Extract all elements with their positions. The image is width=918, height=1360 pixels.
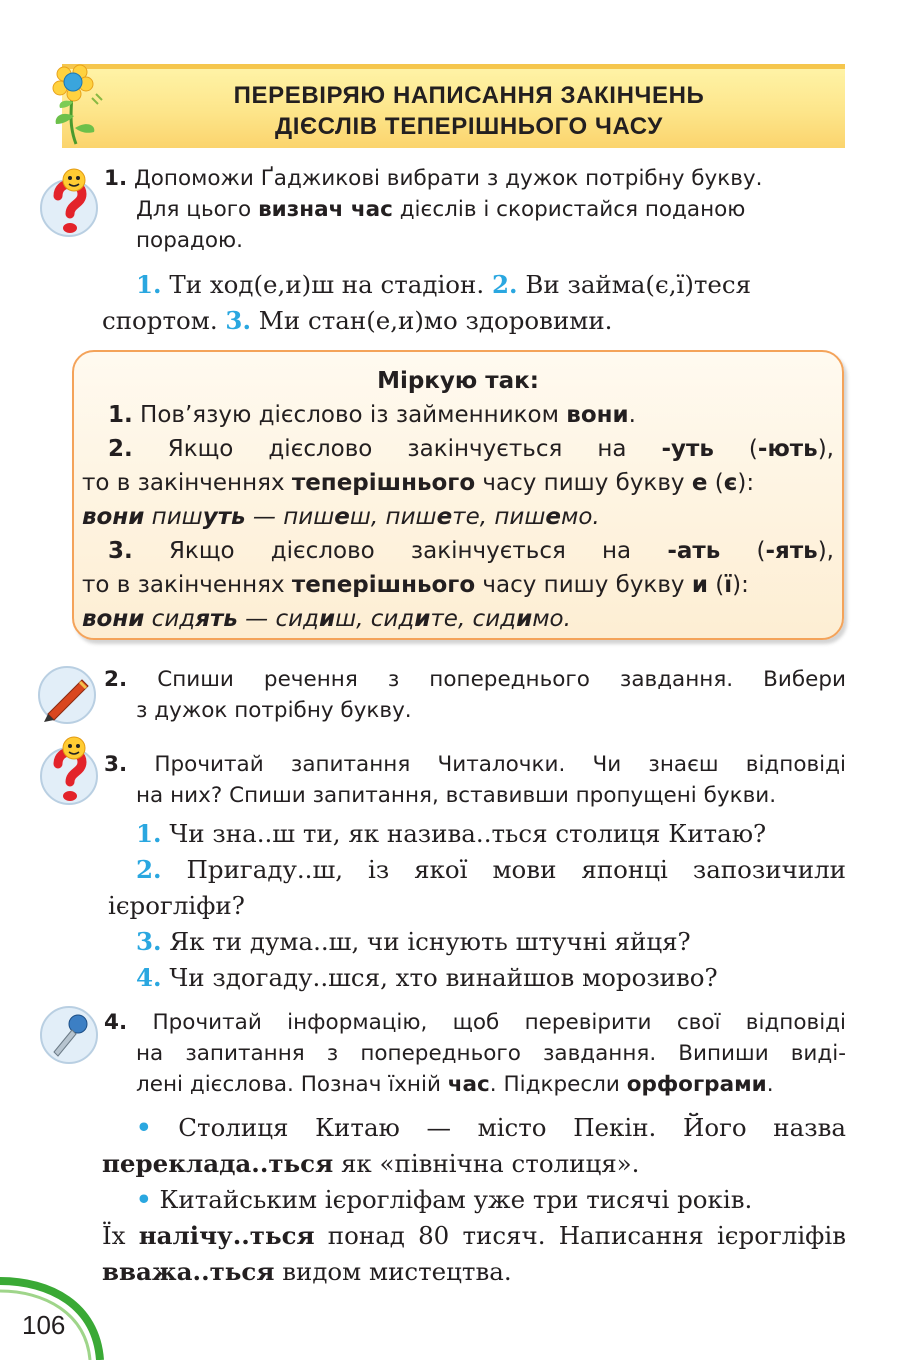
question: Як ти дума..ш, чи існують штучні яйця? — [161, 927, 691, 956]
text: Допоможи Ґаджикові вибрати з дужок потрібну букву. — [133, 166, 763, 191]
bold-text: ять — [195, 606, 238, 632]
bold-text: вони — [82, 504, 145, 530]
question-number: 4. — [136, 963, 162, 992]
text: мо. — [532, 606, 571, 632]
pen-icon — [36, 664, 98, 726]
text: ( — [713, 436, 758, 462]
task-1-instruction — [104, 163, 846, 256]
sentence-number: 1. — [136, 270, 162, 299]
bold-text: е — [436, 504, 453, 530]
question: Чи зна..ш ти, як назива..ться столиця Китаю? — [161, 819, 767, 848]
question: ієрогліфи? — [108, 891, 245, 920]
sentence: Ми стан(е,и)мо здоровими. — [251, 306, 613, 335]
text: то в закінченнях — [82, 572, 292, 598]
paragraph-text: як «північна столиця». — [333, 1149, 640, 1178]
bold-text: час — [447, 1072, 490, 1097]
question: Чи здогаду..шся, хто винайшов морозиво? — [161, 963, 718, 992]
sentence: Ви займа(є,ї)теся — [517, 270, 752, 299]
page-number: 106 — [22, 1310, 66, 1340]
microphone-icon — [38, 1004, 100, 1066]
text: мо. — [560, 504, 600, 530]
rule-number: 2. — [108, 436, 133, 462]
text: дієслів і скористайся поданою — [392, 197, 746, 222]
text: ш, сид — [335, 606, 415, 632]
text: Пов’язую дієслово із займенником — [132, 402, 567, 428]
text: на запитання з попереднього завдання. Випиши виді- — [136, 1041, 846, 1066]
paragraph-text: Столиця Китаю — місто Пекін. Його назва — [151, 1113, 846, 1142]
task-4-instruction — [104, 1007, 846, 1100]
sentence-number: 2. — [491, 270, 518, 299]
paragraph-text: понад 80 тисяч. Написання ієрогліфів — [314, 1221, 846, 1250]
paragraph-text: Китайським ієрогліфам уже три тисячі років. — [151, 1185, 753, 1214]
title-line-1: ПЕРЕВІРЯЮ НАПИСАННЯ ЗАКІНЧЕНЬ — [233, 82, 705, 109]
text: ( — [707, 572, 725, 598]
task-number: 3. — [104, 752, 128, 777]
text: Якщо дієслово закінчується на — [132, 436, 662, 462]
question-number: 1. — [136, 819, 162, 848]
text: порадою. — [136, 228, 243, 253]
bold-text: и — [516, 606, 533, 632]
task-number: 4. — [104, 1010, 128, 1035]
text: Для цього — [136, 197, 259, 222]
bold-verb: налічу..ться — [138, 1221, 315, 1250]
task-4-text — [102, 1110, 846, 1290]
bold-text: е — [545, 504, 561, 530]
text: з дужок потрібну букву. — [136, 698, 412, 723]
text: те, сид — [430, 606, 517, 632]
bold-text: -ать — [667, 538, 721, 564]
gadget-question-icon — [38, 166, 100, 240]
text: те, пиш — [452, 504, 546, 530]
task-number: 2. — [104, 667, 128, 692]
question: Пригаду..ш, із якої мови японці запозичили — [161, 855, 846, 884]
text: ), — [817, 436, 834, 462]
text: сид — [144, 606, 196, 632]
bold-text: теперішнього — [291, 470, 476, 496]
text: ), — [817, 538, 834, 564]
task-number: 1. — [104, 166, 128, 191]
text: на них? Спиши запитання, вставивши пропущені букви. — [136, 783, 777, 808]
bold-text: ї — [724, 572, 733, 598]
task-3-questions — [102, 816, 846, 996]
tip-content — [82, 364, 834, 636]
rule-number: 1. — [108, 402, 133, 428]
bold-text: е — [691, 470, 708, 496]
bold-text: теперішнього — [291, 572, 476, 598]
bold-text: -ють — [757, 436, 818, 462]
text: — пиш — [245, 504, 335, 530]
task-1-sentences — [102, 267, 846, 339]
text: . Підкресли — [489, 1072, 627, 1097]
text: — сид — [237, 606, 319, 632]
text: то в закінченнях — [82, 470, 292, 496]
text: ( — [707, 470, 724, 496]
text: часу пишу букву — [475, 470, 692, 496]
sentence: Ти ход(е,и)ш на стадіон. — [161, 270, 492, 299]
bold-text: визнач час — [258, 197, 393, 222]
bold-text: -уть — [661, 436, 714, 462]
bold-text: и — [318, 606, 336, 632]
bold-text: уть — [202, 504, 246, 530]
text: лені дієслова. Познач їхній — [136, 1072, 448, 1097]
gadget-question-icon — [38, 734, 100, 808]
bold-verb: вважа..ться — [102, 1257, 275, 1286]
bold-text: -ять — [765, 538, 818, 564]
paragraph-text: Їх — [102, 1221, 139, 1250]
title-line-2: ДІЄСЛІВ ТЕПЕРІШНЬОГО ЧАСУ — [275, 113, 663, 140]
bold-text: вони — [82, 606, 145, 632]
rule-number: 3. — [108, 538, 133, 564]
bullet: • — [136, 1185, 152, 1214]
text: часу пишу букву — [475, 572, 692, 598]
task-3-instruction — [104, 749, 846, 811]
paragraph-text: видом мистецтва. — [274, 1257, 512, 1286]
text: ш, пиш — [349, 504, 437, 530]
task-2-instruction — [104, 664, 846, 726]
sentence: спортом. — [102, 306, 226, 335]
flower-icon — [46, 58, 106, 146]
bold-text: вони — [566, 402, 629, 428]
text: Прочитай інформацію, щоб перевірити свої відповіді — [152, 1010, 847, 1035]
tip-heading: Міркую так: — [377, 368, 539, 394]
text: . — [628, 402, 636, 428]
sentence-number: 3. — [225, 306, 251, 335]
text: ): — [732, 572, 749, 598]
page-title — [110, 80, 828, 142]
text: ): — [737, 470, 755, 496]
bullet: • — [136, 1113, 152, 1142]
bold-text: орфограми — [626, 1072, 767, 1097]
question-number: 3. — [136, 927, 162, 956]
bold-text: и — [691, 572, 708, 598]
question-number: 2. — [136, 855, 162, 884]
bold-text: е — [334, 504, 350, 530]
text: Прочитай запитання Читалочки. Чи знаєш відповіді — [154, 752, 846, 777]
text: ( — [720, 538, 766, 564]
text: Спиши речення з попереднього завдання. Вибери — [157, 667, 846, 692]
bold-verb: переклада..ться — [102, 1149, 334, 1178]
text: . — [766, 1072, 774, 1097]
text: пиш — [144, 504, 203, 530]
bold-text: є — [723, 470, 738, 496]
bold-text: и — [414, 606, 431, 632]
text: Якщо дієслово закінчується на — [132, 538, 668, 564]
